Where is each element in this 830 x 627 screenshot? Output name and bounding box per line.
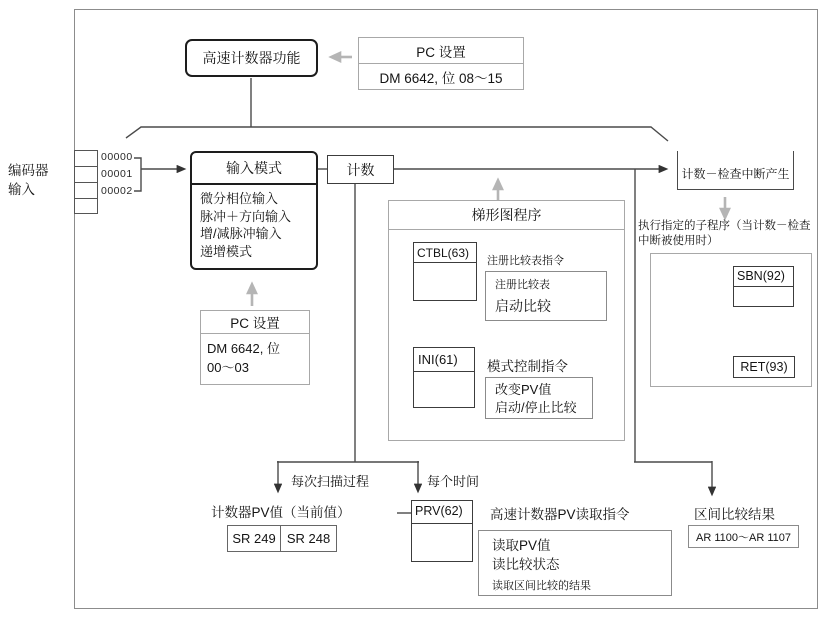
signal-00001: 00001 bbox=[101, 168, 133, 180]
pc-setting-bottom-value: DM 6642, 位 00～03 bbox=[207, 341, 280, 375]
encoder-terminals bbox=[74, 150, 98, 214]
ladder-program-title: 梯形图程序 bbox=[389, 201, 624, 230]
ini-label: INI(61) bbox=[414, 348, 474, 372]
range-result-label: 区间比较结果 bbox=[694, 507, 775, 522]
ctbl-caption: 注册比较表指令 bbox=[487, 255, 564, 267]
prv-detail-box: 读取PV值 读比较状态 读取区间比较的结果 bbox=[478, 530, 672, 596]
range-result-box: AR 1100～AR 1107 bbox=[688, 525, 799, 548]
pc-setting-bottom-header: PC 设置 bbox=[201, 311, 309, 334]
input-mode-list bbox=[192, 185, 316, 260]
input-mode-item: 微分相位输入 bbox=[200, 191, 279, 206]
ctbl-label: CTBL(63) bbox=[414, 243, 476, 263]
ret-box: RET(93) bbox=[733, 356, 795, 378]
prv-caption: 高速计数器PV读取指令 bbox=[490, 507, 630, 522]
input-mode-item: 增/减脉冲输入 bbox=[200, 226, 282, 241]
ini-instruction-box bbox=[413, 347, 475, 408]
counter-pv-label: 计数器PV值（当前值） bbox=[211, 505, 351, 520]
input-mode-item: 脉冲＋方向输入 bbox=[200, 208, 292, 224]
pc-setting-bottom-table bbox=[200, 310, 310, 385]
every-time-label: 每个时间 bbox=[427, 474, 480, 489]
encoder-input-label: 编码器 输入 bbox=[8, 163, 49, 197]
pc-setting-top-header: PC 设置 bbox=[359, 38, 523, 64]
pc-setting-top-table bbox=[358, 37, 524, 90]
sr-249-cell: SR 249 bbox=[228, 526, 281, 551]
input-mode-header: 输入模式 bbox=[192, 153, 316, 185]
sr-table bbox=[227, 525, 337, 552]
sr-248-cell: SR 248 bbox=[286, 531, 331, 546]
count-check-interrupt-box: 计数－检查中断产生 bbox=[677, 151, 794, 190]
pc-setting-top-value: DM 6642, 位 08～15 bbox=[379, 71, 503, 86]
ini-caption: 模式控制指令 bbox=[487, 359, 568, 374]
hsc-function-box: 高速计数器功能 bbox=[185, 39, 318, 77]
count-box: 计数 bbox=[327, 155, 394, 184]
ini-detail-box: 改变PV值 启动/停止比较 bbox=[485, 377, 593, 419]
subroutine-caption: 执行指定的子程序（当计数－检查 中断被使用时） bbox=[638, 220, 811, 247]
signal-00002: 00002 bbox=[101, 185, 133, 197]
every-scan-label: 每次扫描过程 bbox=[291, 474, 370, 489]
input-mode-box bbox=[190, 151, 318, 270]
input-mode-item: 递增模式 bbox=[200, 243, 253, 259]
ctbl-instruction-box bbox=[413, 242, 477, 301]
signal-00000: 00000 bbox=[101, 151, 133, 163]
ctbl-detail-box: 注册比较表 启动比较 bbox=[485, 271, 607, 321]
prv-instruction-box: PRV(62) bbox=[411, 500, 473, 562]
sbn-box: SBN(92) bbox=[733, 266, 794, 307]
